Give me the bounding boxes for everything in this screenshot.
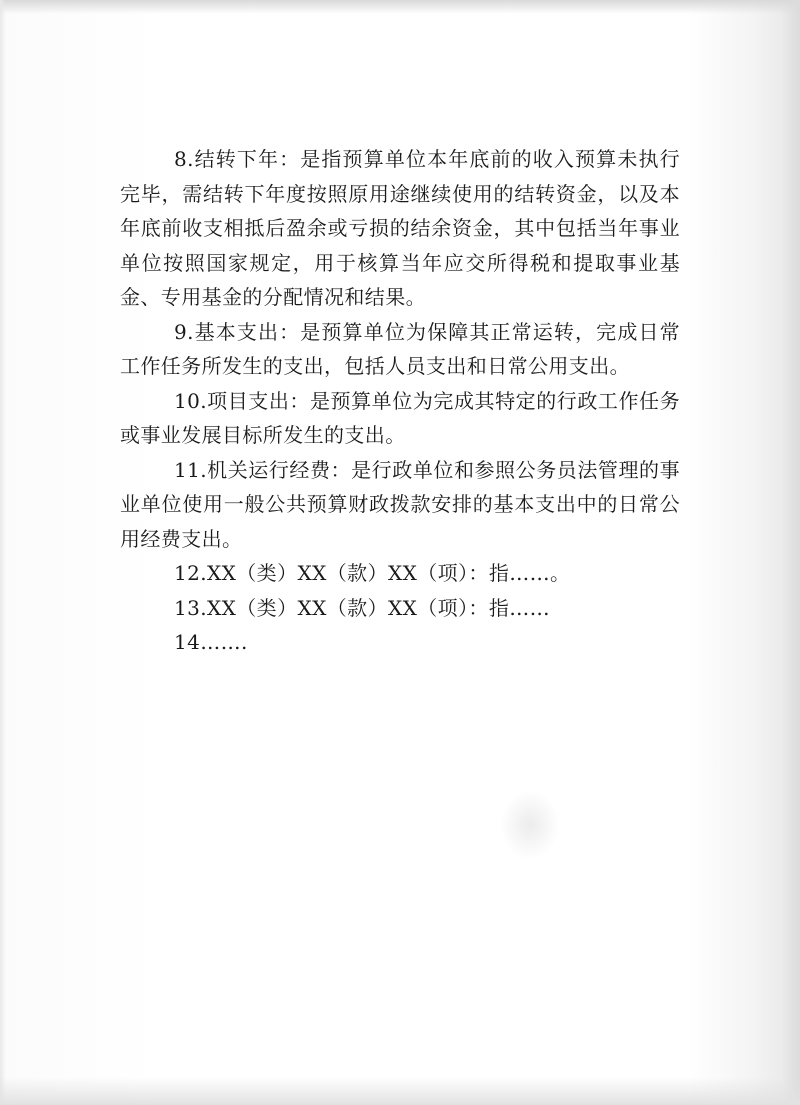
scan-bottom-edge-shadow <box>0 1077 800 1105</box>
document-body <box>120 142 680 660</box>
scan-top-edge-shadow <box>0 0 800 14</box>
definition-paragraph-13: 13.XX（类）XX（款）XX（项）：指…… <box>174 595 551 620</box>
definition-paragraph-9: 9.基本支出：是预算单位为保障其正常运转，完成日常工作任务所发生的支出，包括人员支出和日常公用支出。 <box>120 319 680 378</box>
definition-paragraph-10: 10.项目支出：是预算单位为完成其特定的行政工作任务或事业发展目标所发生的支出。 <box>120 388 680 447</box>
definition-paragraph-12: 12.XX（类）XX（款）XX（项）：指……。 <box>174 561 571 585</box>
scan-smudge <box>500 790 560 860</box>
definition-paragraph-11: 11.机关运行经费：是行政单位和参照公务员法管理的事业单位使用一般公共预算财政拨款安排的基本支出中的日常公用经费支出。 <box>120 457 680 551</box>
definition-paragraph-8: 8.结转下年：是指预算单位本年底前的收入预算未执行完毕，需结转下年度按照原用途继续使用的结转资金，以及本年底前收支相抵后盈余或亏损的结余资金，其中包括当年事业单位按照国家规定，用于核算当年应交所得税和提取事业基金、专用基金的分配情况和结果。 <box>120 147 680 309</box>
definition-paragraph-14: 14……. <box>174 630 248 654</box>
scan-right-edge-shadow <box>782 0 800 1105</box>
scan-left-edge-shadow <box>0 0 6 1105</box>
